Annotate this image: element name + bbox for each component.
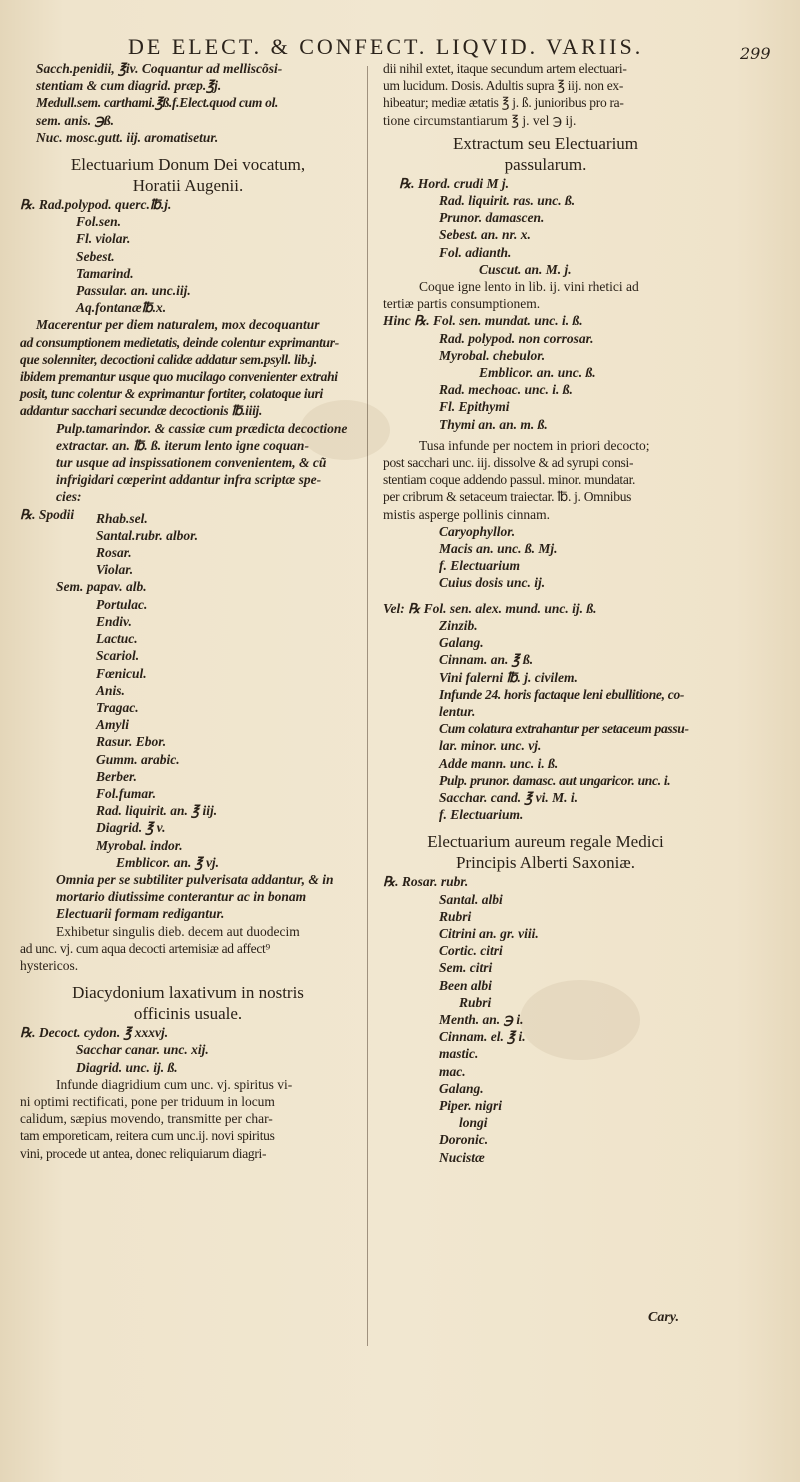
text-line: lar. minor. unc. vj. xyxy=(439,738,542,754)
text-line: Cinnam. el. ℥ i. xyxy=(439,1029,526,1045)
text-line: Hinc ℞. Fol. sen. mundat. unc. i. ß. xyxy=(383,313,583,329)
text-line: Tragac. xyxy=(96,699,139,715)
text-line: Medull.sem. carthami.℥ß.f.Elect.quod cum ol. xyxy=(36,95,279,111)
text-line xyxy=(383,592,708,600)
text-line: mortario diutissime conterantur ac in bonam xyxy=(56,889,307,905)
text-line: tione circumstantiarum ℥ j. vel ℈ ij. xyxy=(383,112,577,128)
text-line: Sebest. xyxy=(76,248,115,264)
text-line: Scariol. xyxy=(96,648,140,664)
page-number: 299 xyxy=(740,44,771,63)
text-line: Pulp. prunor. damasc. aut ungaricor. unc. i. xyxy=(439,772,671,788)
text-line: Cuius dosis unc. ij. xyxy=(439,575,546,591)
text-line: Fl. Epithymi xyxy=(439,399,510,415)
text-line: ℞. Rosar. rubr. xyxy=(383,874,469,890)
text-line: Violar. xyxy=(96,562,134,578)
text-line: Emblicor. an. unc. ß. xyxy=(479,365,596,381)
text-line: longi xyxy=(459,1115,488,1131)
text-line: ad unc. vj. cum aqua decocti artemisiæ ad affect⁹ xyxy=(20,940,270,956)
text-line: stentiam coque addendo passul. minor. mundatar. xyxy=(383,472,636,488)
text-line: Galang. xyxy=(439,635,484,651)
text-line: Fl. violar. xyxy=(76,231,131,247)
text-line: Menth. an. ℈ i. xyxy=(439,1011,524,1027)
text-line: Rasur. Ebor. xyxy=(96,734,167,750)
text-line: tam emporeticam, reitera cum unc.ij. novi spiritus xyxy=(20,1128,275,1144)
text-line: Aq.fontanæ℔.x. xyxy=(76,300,167,316)
text-line: Lactuc. xyxy=(96,631,138,647)
text-line: sem. anis. ℈ß. xyxy=(36,112,115,128)
text-line: Vini falerni ℔. j. civilem. xyxy=(439,669,578,685)
text-line: infrigidari cœperint addantur infra scriptæ spe- xyxy=(56,472,322,488)
text-line: Exhibetur singulis dieb. decem aut duodecim xyxy=(56,923,300,939)
text-line: Piper. nigri xyxy=(439,1097,503,1113)
section-title: Electuarium Donum Dei vocatum, xyxy=(70,155,306,175)
text-line: posit, tunc colentur & exprimantur fortiter, colatoque iuri xyxy=(20,386,323,402)
text-line: Fol. adianth. xyxy=(439,244,512,260)
text-line: Rad. polypod. non corrosar. xyxy=(439,330,594,346)
text-line: um lucidum. Dosis. Adultis supra ℥ iij. non ex- xyxy=(383,78,624,94)
text-line: Endiv. xyxy=(96,613,132,629)
text-line: extractar. an. ℔. ß. iterum lento igne coquan- xyxy=(56,437,309,453)
text-line xyxy=(20,146,356,154)
text-line: Adde mann. unc. i. ß. xyxy=(439,755,559,771)
text-line: cies: xyxy=(56,489,82,505)
column-rule xyxy=(367,66,368,1346)
text-line xyxy=(383,823,708,831)
text-line: Fol.sen. xyxy=(76,214,122,230)
text-line: mac. xyxy=(439,1063,466,1079)
text-line: Anis. xyxy=(96,682,125,698)
text-line: f. Electuarium. xyxy=(439,807,524,823)
text-line: Santal. albi xyxy=(439,891,503,907)
text-line: ℞. Decoct. cydon. ℥ xxxvj. xyxy=(20,1025,169,1041)
text-line: Citrini an. gr. viii. xyxy=(439,925,539,941)
text-line: Gumm. arabic. xyxy=(96,751,180,767)
text-line: Been albi xyxy=(439,977,492,993)
text-line: calidum, sæpius movendo, transmitte per char- xyxy=(20,1111,273,1127)
text-line: Sacchar canar. unc. xij. xyxy=(76,1042,209,1058)
text-line: Omnia per se subtiliter pulverisata addantur, & in xyxy=(56,871,334,887)
text-line: addantur sacchari secundæ decoctionis ℔.iiij. xyxy=(20,403,263,419)
text-line: Macerentur per diem naturalem, mox decoquantur xyxy=(36,317,320,333)
text-line: Coque igne lento in lib. ij. vini rhetici ad xyxy=(419,279,639,295)
text-line: ad consumptionem medietatis, deinde colentur exprimantur- xyxy=(20,334,339,350)
section-title: passularum. xyxy=(504,154,587,174)
text-line: lentur. xyxy=(439,703,476,719)
text-line: Diagrid. unc. ij. ß. xyxy=(76,1059,178,1075)
text-line: hibeatur; mediæ ætatis ℥ j. ß. junioribus pro ra- xyxy=(383,95,624,111)
text-line: Tusa infunde per noctem in priori decocto; xyxy=(419,437,650,453)
text-line: Cortic. citri xyxy=(439,943,503,959)
text-line: mistis asperge pollinis cinnam. xyxy=(383,506,550,522)
text-line: ni optimi rectificati, pone per triduum in locum xyxy=(20,1093,275,1109)
text-line: tur usque ad inspissationem convenientem, & cũ xyxy=(56,455,327,471)
text-line: Emblicor. an. ℥ vj. xyxy=(116,854,220,870)
text-line: Myrobal. chebulor. xyxy=(439,347,546,363)
text-line: Cinnam. an. ℥ ß. xyxy=(439,652,534,668)
text-line: Rhab.sel. xyxy=(96,510,148,526)
text-line: Electuarii formam redigantur. xyxy=(56,906,225,922)
text-line: Cuscut. an. M. j. xyxy=(479,261,572,277)
text-line: stentiam & cum diagrid. præp.℥j. xyxy=(36,78,222,94)
text-line: hystericos. xyxy=(20,957,79,973)
text-line: Amyli xyxy=(96,717,129,733)
text-line: tertiæ partis consumptionem. xyxy=(383,296,541,312)
text-line: Fol.fumar. xyxy=(96,785,157,801)
text-line: Santal.rubr. albor. xyxy=(96,527,199,543)
text-line: per cribrum & setaceum traiectar. ℔. j. Omnibus xyxy=(383,489,632,505)
text-line: Sem. citri xyxy=(439,960,493,976)
text-line xyxy=(20,974,356,982)
section-title: Extractum seu Electuarium xyxy=(452,133,639,153)
text-line: Nucistæ xyxy=(439,1149,485,1165)
text-line: post sacchari unc. iij. dissolve & ad syrupi consi- xyxy=(383,455,634,471)
text-line: Diagrid. ℥ v. xyxy=(96,820,166,836)
text-line: Pulp.tamarindor. & cassiæ cum prædicta decoctione xyxy=(56,420,348,436)
text-line: Doronic. xyxy=(439,1132,489,1148)
text-line: Vel: ℞ Fol. sen. alex. mund. unc. ij. ß. xyxy=(383,600,597,616)
text-line: mastic. xyxy=(439,1046,479,1062)
text-line: vini, procede ut antea, donec reliquiarum diagri- xyxy=(20,1145,267,1161)
text-line: Caryophyllor. xyxy=(439,523,516,539)
text-line: Rubri xyxy=(459,994,492,1010)
text-line: dii nihil extet, itaque secundum artem electuari- xyxy=(383,61,627,76)
text-line: Berber. xyxy=(96,768,137,784)
text-line: Tamarind. xyxy=(76,265,134,281)
section-title: Electuarium aureum regale Medici xyxy=(427,832,664,852)
text-line: Rubri xyxy=(439,908,472,924)
text-line: Sem. papav. alb. xyxy=(56,579,147,595)
text-line: f. Electuarium xyxy=(439,558,521,574)
text-line: que solenniter, decoctioni calidæ addatur sem.psyll. lib.j. xyxy=(20,351,317,367)
section-title: Diacydonium laxativum in nostris xyxy=(72,983,304,1003)
text-line: Sacch.penidii, ℥iv. Coquantur ad melliscõsi- xyxy=(36,61,283,76)
text-line: ibidem premantur usque quo mucilago convenienter extrahi xyxy=(20,369,338,385)
text-line: Cum colatura extrahantur per setaceum passu- xyxy=(439,721,689,737)
right-column xyxy=(383,60,708,1166)
text-line: ℞. Spodii xyxy=(20,506,75,522)
section-title: Principis Alberti Saxoniæ. xyxy=(456,853,635,873)
catchword: Cary. xyxy=(648,1310,679,1325)
text-line: Rad. liquirit. ras. unc. ß. xyxy=(439,193,576,209)
text-line: Portulac. xyxy=(96,596,148,612)
text-line: Thymi an. an. m. ß. xyxy=(439,416,548,432)
text-line: Infunde diagridium cum unc. vj. spiritus vi- xyxy=(56,1076,293,1092)
text-line: Nuc. mosc.gutt. iij. aromatisetur. xyxy=(36,129,219,145)
text-line: Rosar. xyxy=(96,545,132,561)
text-line: Zinzib. xyxy=(439,617,478,633)
text-line: Infunde 24. horis factaque leni ebullitione, co- xyxy=(439,686,685,702)
text-line: Sebest. an. nr. x. xyxy=(439,227,531,243)
text-line: ℞. Rad.polypod. querc.℔.j. xyxy=(20,197,172,213)
text-line: Macis an. unc. ß. Mj. xyxy=(439,541,558,557)
section-title: officinis usuale. xyxy=(133,1004,243,1024)
running-head: DE ELECT. & CONFECT. LIQVID. VARIIS. xyxy=(128,34,644,59)
text-line: Myrobal. indor. xyxy=(96,837,183,853)
text-line: Passular. an. unc.iij. xyxy=(76,283,191,299)
text-line: Rad. liquirit. an. ℥ iij. xyxy=(96,803,218,819)
section-title: Horatii Augenii. xyxy=(132,176,244,196)
text-line: Sacchar. cand. ℥ vi. M. i. xyxy=(439,789,579,805)
text-line: Prunor. damascen. xyxy=(439,210,545,226)
text-line: Rad. mechoac. unc. i. ß. xyxy=(439,382,573,398)
left-column xyxy=(20,60,356,1162)
text-line: ℞. Hord. crudi M j. xyxy=(399,175,509,191)
text-line: Galang. xyxy=(439,1080,484,1096)
text-line: Fœnicul. xyxy=(96,665,147,681)
